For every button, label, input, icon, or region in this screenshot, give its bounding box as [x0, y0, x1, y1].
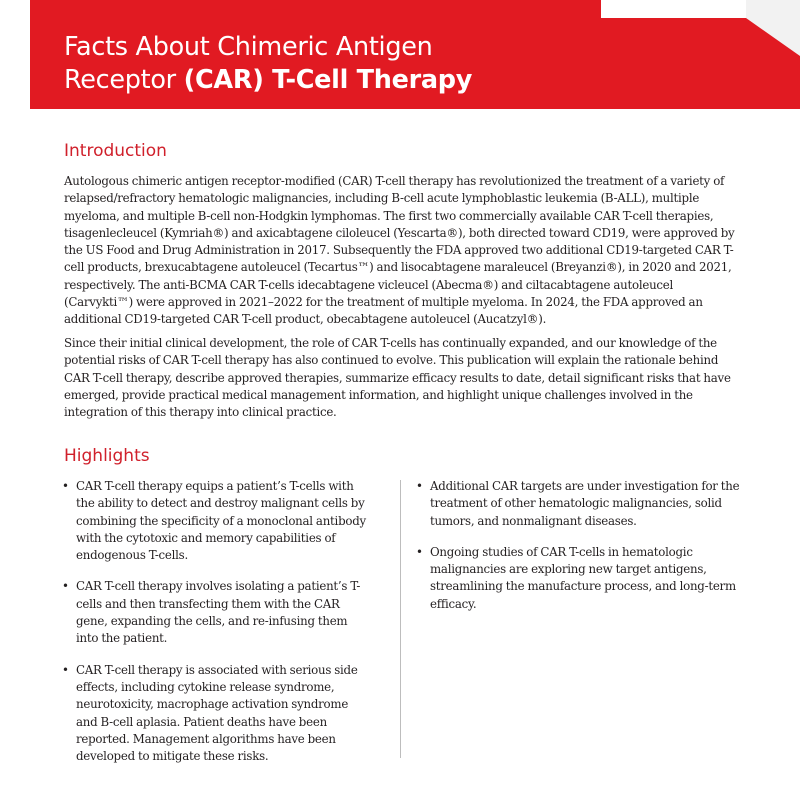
bullet-icon: •	[416, 544, 423, 559]
highlight-item	[62, 578, 372, 647]
highlight-item	[62, 662, 372, 766]
introduction-heading: Introduction	[64, 141, 167, 161]
title-line-2-prefix: Receptor	[64, 65, 184, 95]
highlights-heading: Highlights	[64, 446, 150, 466]
highlights-right-column	[416, 478, 742, 627]
title-line-1: Facts About Chimeric Antigen	[64, 32, 433, 62]
highlight-text: CAR T-cell therapy equips a patient’s T-cells with the ability to detect and destroy malignant cells by combining the specificity of a monoclonal antibody with the cytotoxic and memory capabilities of endogenous T-cells.	[76, 479, 366, 563]
header-banner	[30, 0, 800, 109]
bullet-icon: •	[416, 479, 423, 493]
column-divider	[400, 480, 401, 758]
highlight-item	[62, 478, 372, 564]
highlight-text: Additional CAR targets are under investigation for the treatment of other hematologic malignancies, solid tumors, and nonmalignant diseases.	[430, 479, 740, 528]
highlights-left-column	[62, 478, 372, 779]
page-title	[64, 31, 472, 97]
highlight-item	[416, 544, 742, 613]
title-line-2-bold: (CAR) T-Cell Therapy	[183, 65, 473, 95]
bullet-icon: •	[62, 662, 69, 677]
introduction-paragraph-1: Autologous chimeric antigen receptor-modified (CAR) T-cell therapy has revolutionized the treatment of a variety of relapsed/refractory hematologic malignancies, including B-cell acute lymphoblastic leukemia (B-ALL), multiple myeloma, and multiple B-cell non-Hodgkin lymphomas. The first two commercially available CAR T-cell therapies, tisagenlecleucel (Kymriah®) and axicabtagene ciloleucel (Yescarta®), both directed toward CD19, were approved by the US Food and Drug Administration in 2017. Subsequently the FDA approved two additional CD19-targeted CAR T-cell products, brexucabtagene autoleucel (Tecartus™) and lisocabtagene maraleucel (Breyanzi®), in 2020 and 2021, respectively. The anti-BCMA CAR T-cells idecabtagene vicleucel (Abecma®) and ciltacabtagene autoleucel (Carvykti™) were approved in 2021–2022 for the treatment of multiple myeloma. In 2024, the FDA approved an additional CD19-targeted CAR T-cell product, obecabtagene autoleucel (Aucatzyl®).	[64, 174, 735, 327]
highlight-text: CAR T-cell therapy is associated with serious side effects, including cytokine release syndrome, neurotoxicity, macrophage activation syndrome and B-cell aplasia. Patient deaths have been reported. Management algorithms have been developed to mitigate these risks.	[76, 662, 358, 764]
highlight-item	[416, 478, 742, 530]
introduction-paragraph-2: Since their initial clinical development, the role of CAR T-cells has continually expanded, and our knowledge of the potential risks of CAR T-cell therapy has also continued to evolve. This publication will explain the rationale behind CAR T-cell therapy, describe approved therapies, summarize efficacy results to date, detail significant risks that have emerged, provide practical medical management information, and highlight unique challenges involved in the integration of this therapy into clinical practice.	[64, 336, 731, 420]
bullet-icon: •	[62, 579, 69, 594]
bullet-icon: •	[62, 479, 69, 493]
highlight-text: Ongoing studies of CAR T-cells in hematologic malignancies are exploring new target antigens, streamlining the manufacture process, and long-term efficacy.	[430, 544, 736, 611]
highlight-text: CAR T-cell therapy involves isolating a patient’s T-cells and then transfecting them with the CAR gene, expanding the cells, and re-infusing them into the patient.	[76, 579, 361, 646]
